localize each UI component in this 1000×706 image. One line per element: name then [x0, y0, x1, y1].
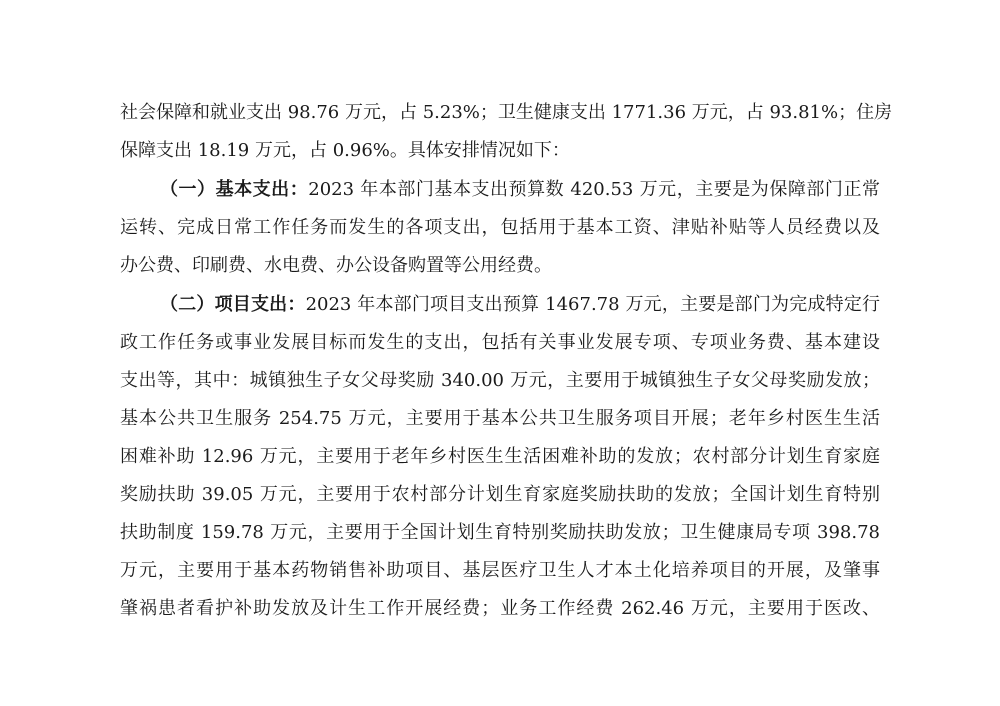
project-expense-text: 2023 年本部门项目支出预算 1467.78 万元，主要是部门为完成特定行	[305, 294, 881, 315]
basic-expense-line-3: 办公费、印刷费、水电费、办公设备购置等公用经费。	[120, 255, 552, 276]
intro-line-2: 保障支出 18.19 万元，占 0.96%。具体安排情况如下：	[120, 140, 570, 161]
project-expense-line-9: 肇祸患者看护补助发放及计生工作开展经费；业务工作经费 262.46 万元，主要用于医改、	[120, 598, 880, 619]
project-expense-line-2: 政工作任务或事业发展目标而发生的支出，包括有关事业发展专项、专项业务费、基本建设	[120, 332, 880, 353]
project-expense-line-7: 扶助制度 159.78 万元，主要用于全国计划生育特别奖励扶助发放；卫生健康局专项 398.78	[120, 522, 880, 543]
basic-expense-text: 2023 年本部门基本支出预算数 420.53 万元，主要是为保障部门正常	[308, 179, 880, 200]
project-expense-line-6: 奖励扶助 39.05 万元，主要用于农村部分计划生育家庭奖励扶助的发放；全国计划生育特别	[120, 484, 880, 505]
basic-expense-heading: （一）基本支出：	[160, 179, 309, 200]
basic-expense-line-2: 运转、完成日常工作任务而发生的各项支出，包括用于基本工资、津贴补贴等人员经费以及	[120, 217, 880, 238]
intro-line-1: 社会保障和就业支出 98.76 万元，占 5.23%；卫生健康支出 1771.36 万元，占 93.81%；住房	[120, 102, 893, 123]
project-expense-line-4: 基本公共卫生服务 254.75 万元，主要用于基本公共卫生服务项目开展；老年乡村医生生活	[120, 408, 880, 429]
project-expense-first-line	[160, 290, 880, 320]
project-expense-line-8: 万元，主要用于基本药物销售补助项目、基层医疗卫生人才本土化培养项目的开展，及肇事	[120, 560, 880, 581]
project-expense-line-3: 支出等，其中：城镇独生子女父母奖励 340.00 万元，主要用于城镇独生子女父母奖励发放；	[120, 370, 880, 391]
project-expense-line-5: 困难补助 12.96 万元，主要用于老年乡村医生生活困难补助的发放；农村部分计划生育家庭	[120, 446, 880, 467]
basic-expense-first-line	[160, 175, 880, 205]
project-expense-heading: （二）项目支出：	[160, 294, 306, 315]
